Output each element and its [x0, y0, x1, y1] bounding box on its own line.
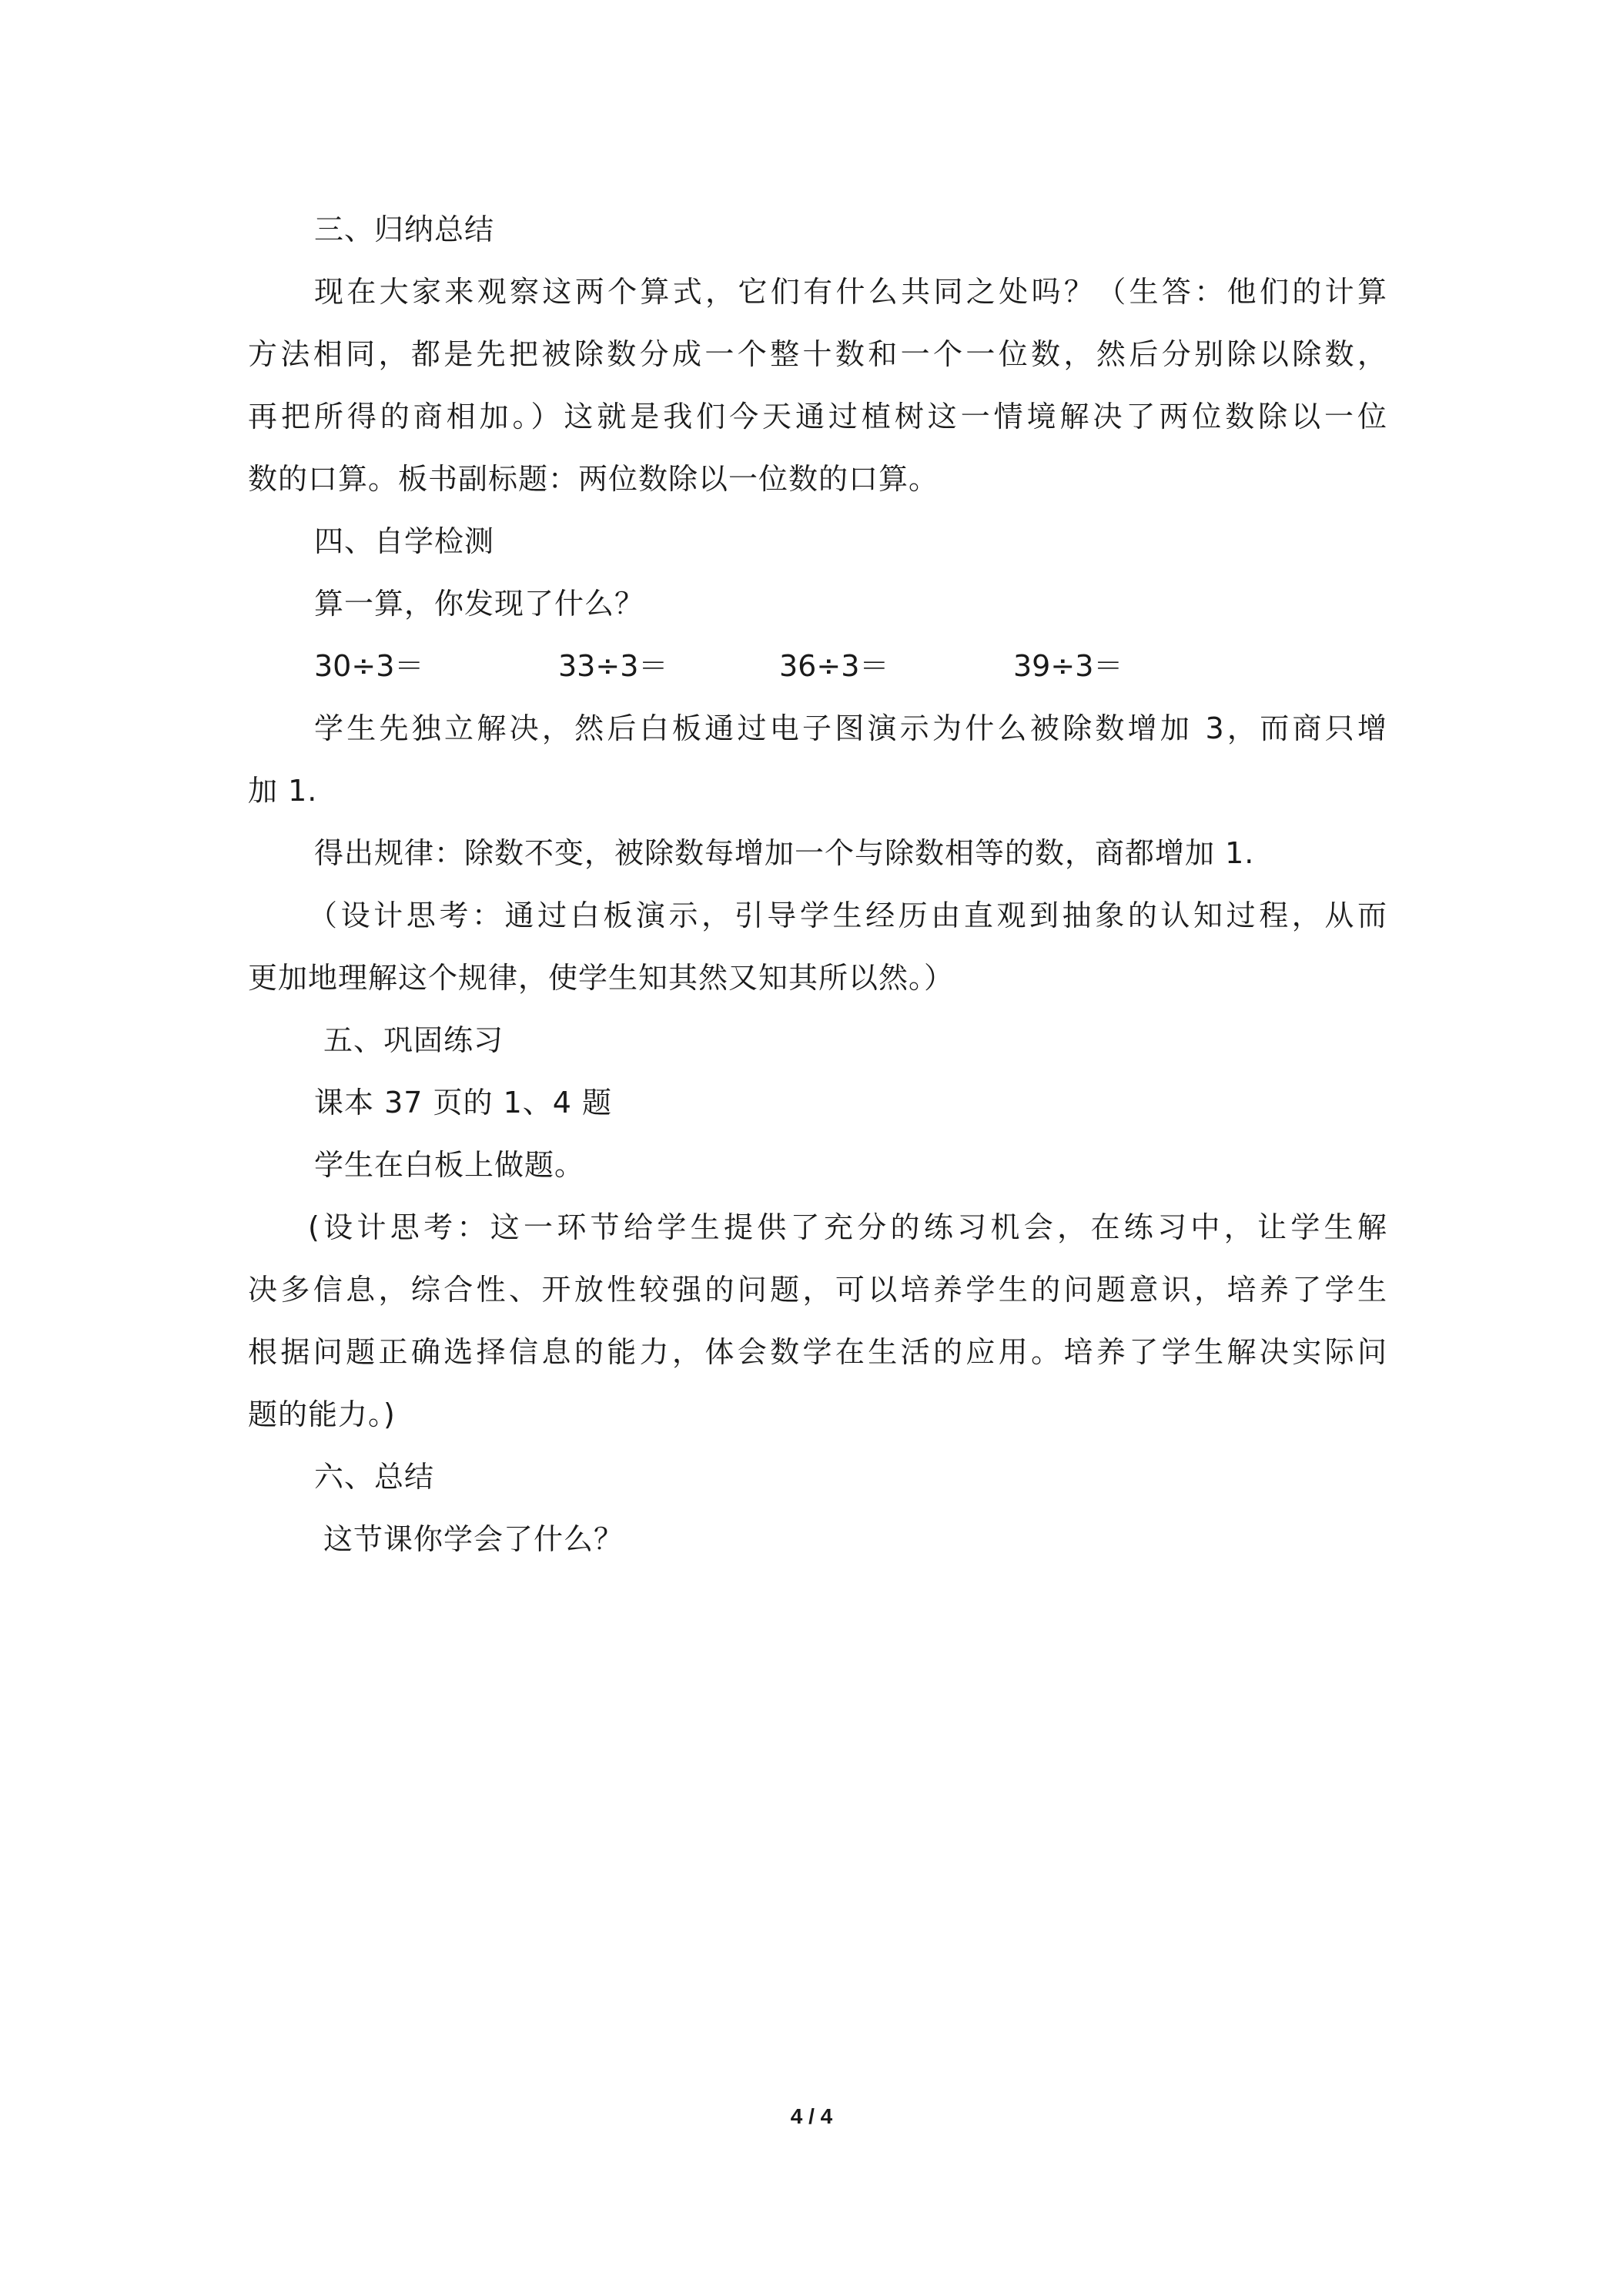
design-note-line: 题的能力。) — [248, 1397, 396, 1431]
section-6-heading: 六、总结 — [314, 1460, 435, 1494]
task-line: 学生在白板上做题。 — [314, 1148, 585, 1182]
paragraph-line: 学生先独立解决，然后白板通过电子图演示为什么被除数增加 3，而商只增 — [314, 711, 1387, 745]
design-note-line: 决多信息，综合性、开放性较强的问题，可以培养学生的问题意识，培养了学生 — [248, 1273, 1387, 1307]
paragraph-line: 再把所得的商相加。）这就是我们今天通过植树这一情境解决了两位数除以一位 — [248, 400, 1387, 433]
paragraph-line: 方法相同，都是先把被除数分成一个整十数和一个一位数，然后分别除以除数， — [248, 337, 1387, 371]
equation: 33÷3＝ — [558, 649, 668, 683]
equation: 30÷3＝ — [314, 649, 424, 683]
design-note-line: (设计思考：这一环节给学生提供了充分的练习机会，在练习中，让学生解 — [308, 1210, 1387, 1244]
design-note-line: 根据问题正确选择信息的能力，体会数学在生活的应用。培养了学生解决实际问 — [248, 1335, 1387, 1369]
design-note-line: 更加地理解这个规律，使学生知其然又知其所以然。） — [248, 961, 955, 995]
page-number: 4 / 4 — [790, 2104, 833, 2128]
design-note-line: （设计思考：通过白板演示，引导学生经历由直观到抽象的认知过程，从而 — [308, 899, 1387, 932]
section-4-heading: 四、自学检测 — [314, 524, 495, 558]
paragraph-line: 加 1. — [248, 774, 318, 808]
rule-statement: 得出规律：除数不变，被除数每增加一个与除数相等的数，商都增加 1. — [314, 836, 1255, 870]
task-line: 课本 37 页的 1、4 题 — [314, 1086, 613, 1120]
paragraph-line: 现在大家来观察这两个算式，它们有什么共同之处吗？（生答：他们的计算 — [314, 275, 1387, 309]
closing-question: 这节课你学会了什么？ — [323, 1522, 624, 1556]
section-5-heading: 五、巩固练习 — [323, 1023, 504, 1057]
exercise-prompt: 算一算，你发现了什么？ — [314, 587, 645, 621]
equation: 36÷3＝ — [779, 649, 889, 683]
equation: 39÷3＝ — [1013, 649, 1123, 683]
paragraph-line: 数的口算。板书副标题：两位数除以一位数的口算。 — [248, 462, 939, 496]
section-3-heading: 三、归纳总结 — [314, 213, 495, 246]
